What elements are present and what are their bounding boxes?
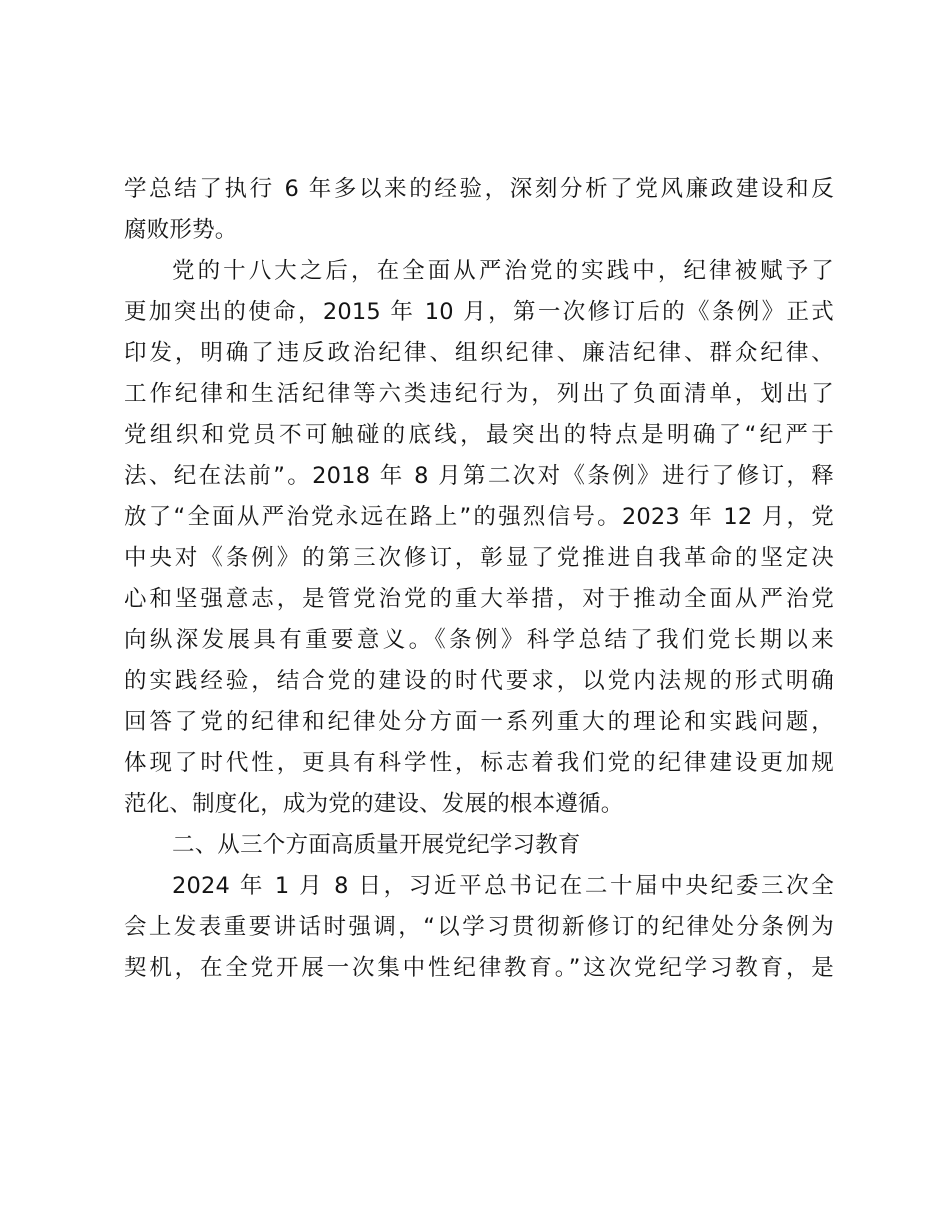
text-line: 更加突出的使命，2015 年 10 月，第一次修订后的《条例》正式 [124, 299, 834, 325]
text-line: 党的十八大之后，在全面从严治党的实践中，纪律被赋予了 [172, 258, 834, 284]
document-page [124, 169, 834, 989]
text-line: 回答了党的纪律和纪律处分方面一系列重大的理论和实践问题， [124, 709, 834, 735]
text-line: 腐败形势。 [124, 217, 238, 243]
text-line: 会上发表重要讲话时强调，“以学习贯彻新修订的纪律处分条例为 [124, 914, 834, 940]
text-line: 党组织和党员不可触碰的底线，最突出的特点是明确了“纪严于 [124, 422, 834, 448]
text-line: 法、纪在法前”。2018 年 8 月第二次对《条例》进行了修订，释 [124, 463, 834, 489]
text-line: 契机，在全党开展一次集中性纪律教育。”这次党纪学习教育，是 [124, 955, 834, 981]
text-line: 中央对《条例》的第三次修订，彰显了党推进自我革命的坚定决 [124, 545, 834, 571]
text-line: 印发，明确了违反政治纪律、组织纪律、廉洁纪律、群众纪律、 [124, 340, 834, 366]
text-line: 的实践经验，结合党的建设的时代要求，以党内法规的形式明确 [124, 668, 834, 694]
text-line: 二、从三个方面高质量开展党纪学习教育 [172, 832, 581, 858]
text-line: 放了“全面从严治党永远在路上”的强烈信号。2023 年 12 月，党 [124, 504, 834, 530]
text-line: 向纵深发展具有重要意义。《条例》科学总结了我们党长期以来 [124, 627, 834, 653]
text-line: 体现了时代性，更具有科学性，标志着我们党的纪律建设更加规 [124, 750, 834, 776]
text-line: 心和坚强意志，是管党治党的重大举措，对于推动全面从严治党 [124, 586, 834, 612]
text-line: 2024 年 1 月 8 日，习近平总书记在二十届中央纪委三次全 [172, 873, 834, 899]
text-line: 工作纪律和生活纪律等六类违纪行为，列出了负面清单，划出了 [124, 381, 834, 407]
text-line: 范化、制度化，成为党的建设、发展的根本遵循。 [124, 791, 624, 817]
text-line: 学总结了执行 6 年多以来的经验，深刻分析了党风廉政建设和反 [124, 176, 834, 202]
